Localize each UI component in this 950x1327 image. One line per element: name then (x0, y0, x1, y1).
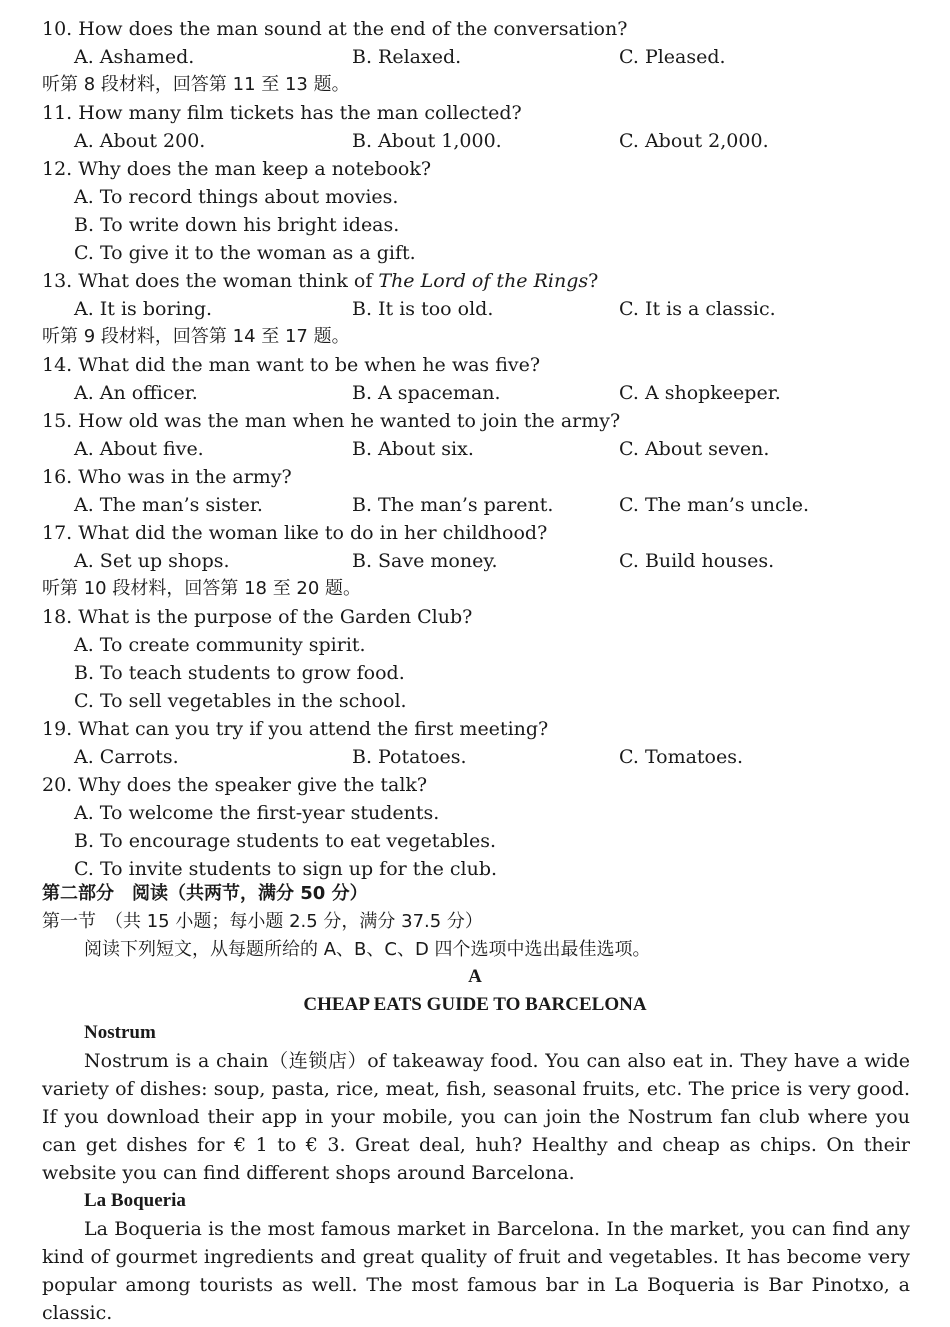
question-13-stem-post: ? (588, 270, 599, 292)
question-20-option-c: C. To invite students to sign up for the club. (74, 858, 498, 880)
question-20-option-b: B. To encourage students to eat vegetables. (74, 830, 497, 852)
section-1-title: 第一节 （共 15 小题；每小题 2.5 分，满分 37.5 分） (42, 911, 483, 932)
section-heading-la-boqueria: La Boqueria (84, 1190, 186, 1211)
part-2-title: 第二部分 阅读（共两节，满分 50 分） (42, 883, 368, 904)
question-15-stem: 15. How old was the man when he wanted to join the army? (42, 410, 621, 432)
question-10-stem: 10. How does the man sound at the end of the conversation? (42, 18, 628, 40)
instruction-segment-9: 听第 9 段材料，回答第 14 至 17 题。 (42, 326, 350, 347)
question-18-option-b: B. To teach students to grow food. (74, 662, 405, 684)
question-10-option-a: A. Ashamed. (74, 46, 195, 68)
question-11-stem: 11. How many film tickets has the man collected? (42, 102, 522, 124)
question-15-option-a: A. About five. (74, 438, 204, 460)
question-19-stem: 19. What can you try if you attend the first meeting? (42, 718, 549, 740)
question-20-option-a: A. To welcome the first-year students. (74, 802, 440, 824)
question-14-option-c: C. A shopkeeper. (619, 382, 781, 404)
question-15-option-b: B. About six. (352, 438, 474, 460)
question-12-option-c: C. To give it to the woman as a gift. (74, 242, 416, 264)
question-15-option-c: C. About seven. (619, 438, 770, 460)
question-19-option-a: A. Carrots. (74, 746, 179, 768)
question-13-option-b: B. It is too old. (352, 298, 494, 320)
paragraph-nostrum: Nostrum is a chain（连锁店）of takeaway food. You can also eat in. They have a wide variety of dishes: soup, pasta, rice, meat, fish, seasonal fruits, etc. The price is very good. If you download their app in your mobile, you can join the Nostrum fan club where you can get dishes for € 1 to € 3. Great deal, huh? Healthy and cheap as chips. On their website you can find different shops around Barcelona. (42, 1050, 910, 1184)
paragraph-la-boqueria: La Boqueria is the most famous market in Barcelona. In the market, you can find any kind of gourmet ingredients and great quality of fruit and vegetables. It has become very popular among tourists as well. The most famous bar in La Boqueria is Bar Pinotxo, a classic. (42, 1218, 910, 1324)
question-12-option-b: B. To write down his bright ideas. (74, 214, 400, 236)
question-17-option-b: B. Save money. (352, 550, 498, 572)
question-12-option-a: A. To record things about movies. (74, 186, 399, 208)
question-11-option-a: A. About 200. (74, 130, 206, 152)
instruction-segment-10: 听第 10 段材料，回答第 18 至 20 题。 (42, 578, 362, 599)
instruction-segment-8: 听第 8 段材料，回答第 11 至 13 题。 (42, 74, 350, 95)
question-17-option-a: A. Set up shops. (74, 550, 230, 572)
question-10-option-b: B. Relaxed. (352, 46, 462, 68)
question-16-stem: 16. Who was in the army? (42, 466, 292, 488)
passage-title: CHEAP EATS GUIDE TO BARCELONA (303, 994, 647, 1015)
reading-directions: 阅读下列短文，从每题所给的 A、B、C、D 四个选项中选出最佳选项。 (84, 939, 651, 960)
question-14-stem: 14. What did the man want to be when he was five? (42, 354, 541, 376)
question-13-stem-pre: 13. What does the woman think of (42, 270, 379, 292)
question-18-option-a: A. To create community spirit. (74, 634, 366, 656)
question-14-option-b: B. A spaceman. (352, 382, 501, 404)
question-13-option-c: C. It is a classic. (619, 298, 776, 320)
question-19-option-c: C. Tomatoes. (619, 746, 744, 768)
question-11-option-b: B. About 1,000. (352, 130, 502, 152)
question-16-option-a: A. The man’s sister. (74, 494, 263, 516)
section-heading-nostrum: Nostrum (84, 1022, 156, 1043)
question-13-book-title: The Lord of the Rings (378, 270, 589, 292)
question-20-stem: 20. Why does the speaker give the talk? (42, 774, 428, 796)
question-19-option-b: B. Potatoes. (352, 746, 467, 768)
question-14-option-a: A. An officer. (74, 382, 198, 404)
question-18-stem: 18. What is the purpose of the Garden Club? (42, 606, 473, 628)
question-18-option-c: C. To sell vegetables in the school. (74, 690, 407, 712)
question-16-option-c: C. The man’s uncle. (619, 494, 810, 516)
passage-letter: A (468, 966, 482, 987)
question-11-option-c: C. About 2,000. (619, 130, 769, 152)
question-17-option-c: C. Build houses. (619, 550, 775, 572)
question-17-stem: 17. What did the woman like to do in her childhood? (42, 522, 548, 544)
question-13-option-a: A. It is boring. (74, 298, 213, 320)
question-16-option-b: B. The man’s parent. (352, 494, 554, 516)
question-13-stem (42, 267, 598, 295)
question-10-option-c: C. Pleased. (619, 46, 726, 68)
question-12-stem: 12. Why does the man keep a notebook? (42, 158, 432, 180)
